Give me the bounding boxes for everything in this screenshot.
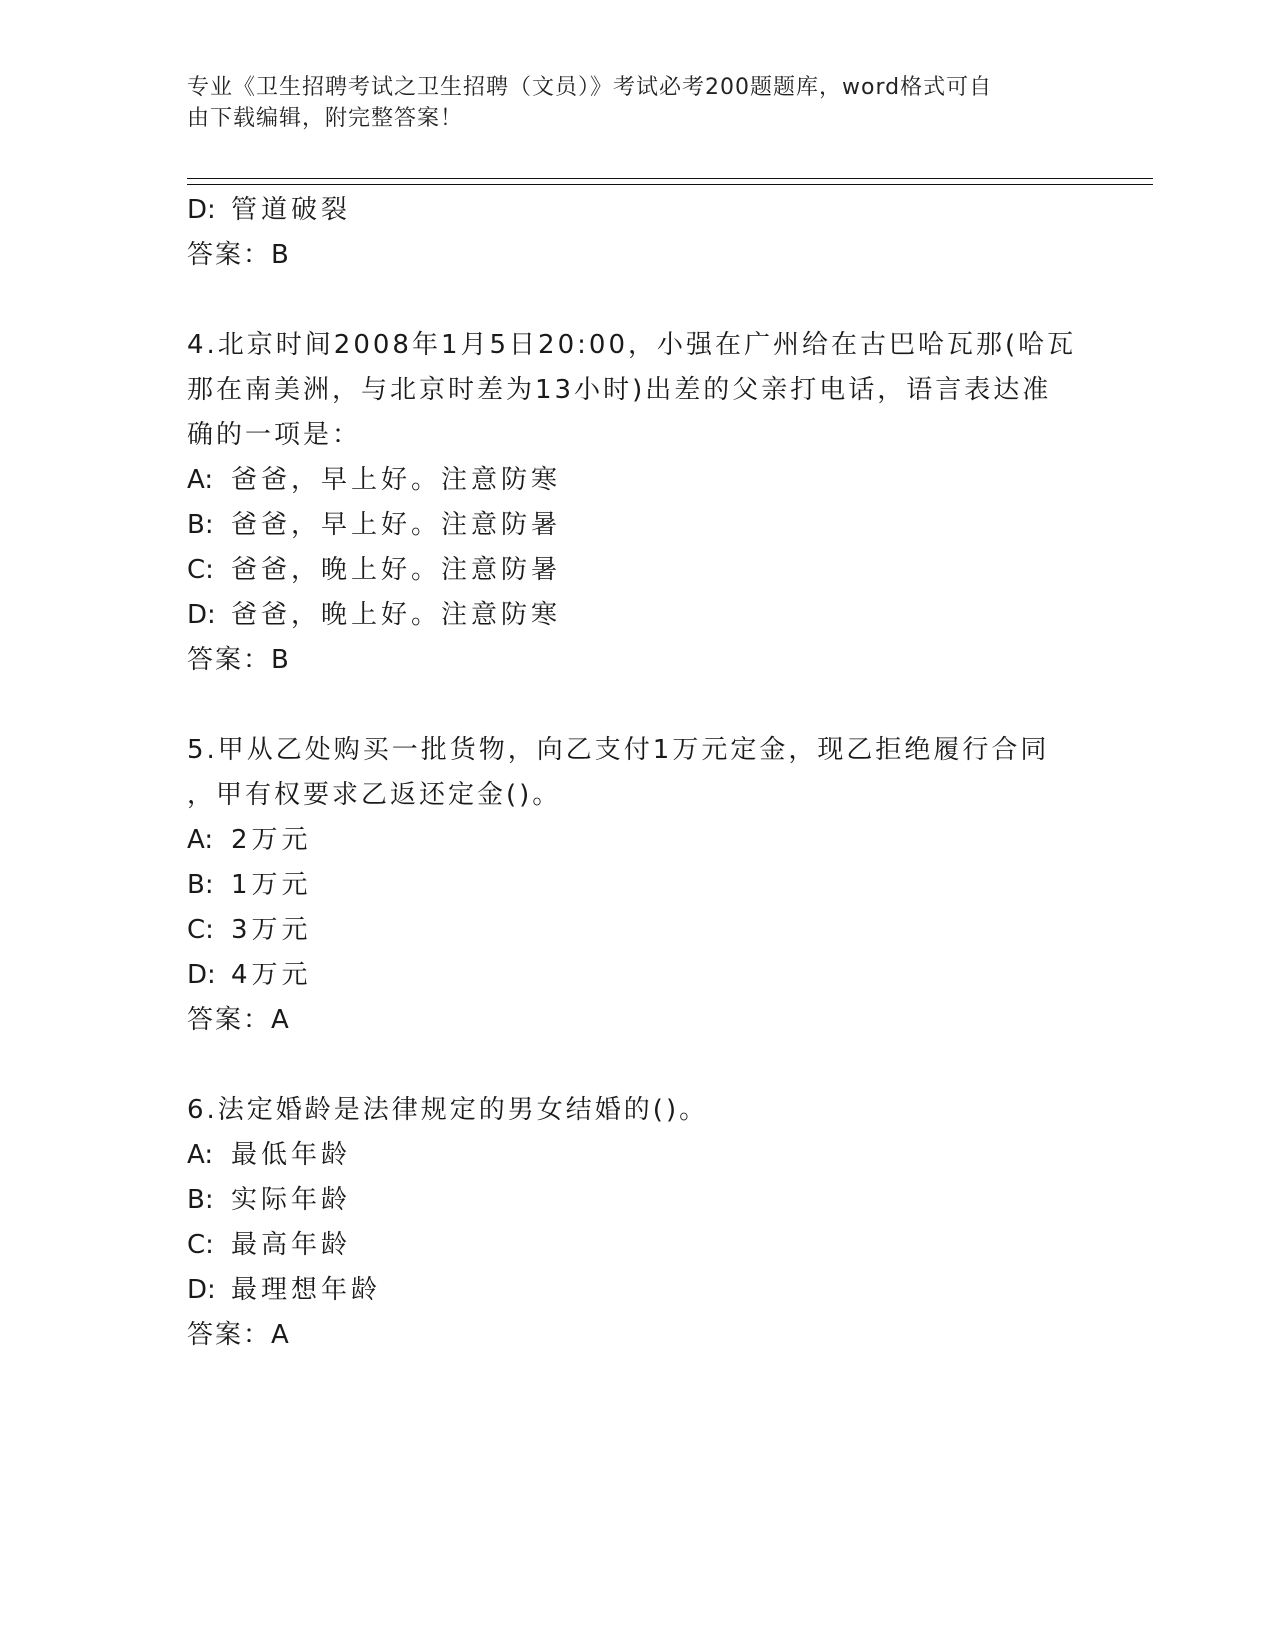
question-stem-line: ，甲有权要求乙返还定金()。 bbox=[187, 780, 562, 810]
option-text: 2万元 bbox=[231, 825, 312, 855]
option-letter: B: bbox=[187, 870, 214, 900]
option-text: 最低年龄 bbox=[231, 1140, 352, 1170]
option-text: 1万元 bbox=[231, 870, 312, 900]
option-letter: A: bbox=[187, 465, 214, 495]
option-text: 爸爸，晚上好。注意防寒 bbox=[231, 600, 562, 630]
option-d bbox=[187, 188, 1087, 233]
option-text: 爸爸，早上好。注意防寒 bbox=[231, 465, 562, 495]
option-letter: D: bbox=[187, 600, 216, 630]
option-b bbox=[187, 863, 1087, 908]
option-text: 爸爸，晚上好。注意防暑 bbox=[231, 555, 562, 585]
question-stem-line: 6.法定婚龄是法律规定的男女结婚的()。 bbox=[187, 1095, 709, 1125]
answer-line: 答案：A bbox=[187, 1320, 291, 1350]
option-a bbox=[187, 818, 1087, 863]
header-divider bbox=[187, 178, 1153, 185]
option-letter: C: bbox=[187, 1230, 214, 1260]
option-letter: B: bbox=[187, 1185, 214, 1215]
question-5 bbox=[187, 728, 1087, 1043]
spacer bbox=[187, 1043, 1087, 1088]
header-line-1: 专业《卫生招聘考试之卫生招聘（文员）》考试必考200题题库，word格式可自 bbox=[187, 75, 993, 100]
question-4 bbox=[187, 323, 1087, 683]
option-text: 实际年龄 bbox=[231, 1185, 352, 1215]
option-a bbox=[187, 458, 1087, 503]
question-stem-line: 4.北京时间2008年1月5日20:00，小强在广州给在古巴哈瓦那(哈瓦 bbox=[187, 330, 1077, 360]
answer-line: 答案：B bbox=[187, 645, 291, 675]
option-d bbox=[187, 953, 1087, 998]
option-text: 最理想年龄 bbox=[231, 1275, 382, 1305]
question-6 bbox=[187, 1088, 1087, 1358]
option-c bbox=[187, 548, 1087, 593]
header-line-2: 由下载编辑，附完整答案！ bbox=[187, 106, 464, 131]
option-letter: D: bbox=[187, 960, 216, 990]
spacer bbox=[187, 278, 1087, 323]
option-text: 3万元 bbox=[231, 915, 312, 945]
option-c bbox=[187, 908, 1087, 953]
answer-line: 答案：A bbox=[187, 1005, 291, 1035]
option-text: 最高年龄 bbox=[231, 1230, 352, 1260]
question-stem-line: 5.甲从乙处购买一批货物，向乙支付1万元定金，现乙拒绝履行合同 bbox=[187, 735, 1050, 765]
option-d bbox=[187, 1268, 1087, 1313]
option-letter: D: bbox=[187, 195, 216, 225]
option-letter: D: bbox=[187, 1275, 216, 1305]
option-letter: A: bbox=[187, 825, 214, 855]
option-c bbox=[187, 1223, 1087, 1268]
option-letter: C: bbox=[187, 915, 214, 945]
option-a bbox=[187, 1133, 1087, 1178]
document-body bbox=[187, 188, 1087, 1358]
answer-line: 答案：B bbox=[187, 240, 291, 270]
option-letter: A: bbox=[187, 1140, 214, 1170]
document-header bbox=[187, 72, 1067, 134]
question-stem-line: 确的一项是： bbox=[187, 420, 362, 450]
option-letter: C: bbox=[187, 555, 214, 585]
spacer bbox=[187, 683, 1087, 728]
question-stem-line: 那在南美洲，与北京时差为13小时)出差的父亲打电话，语言表达准 bbox=[187, 375, 1052, 405]
option-letter: B: bbox=[187, 510, 214, 540]
option-text: 4万元 bbox=[231, 960, 312, 990]
option-text: 管道破裂 bbox=[231, 195, 352, 225]
option-b bbox=[187, 503, 1087, 548]
option-b bbox=[187, 1178, 1087, 1223]
option-text: 爸爸，早上好。注意防暑 bbox=[231, 510, 562, 540]
option-d bbox=[187, 593, 1087, 638]
